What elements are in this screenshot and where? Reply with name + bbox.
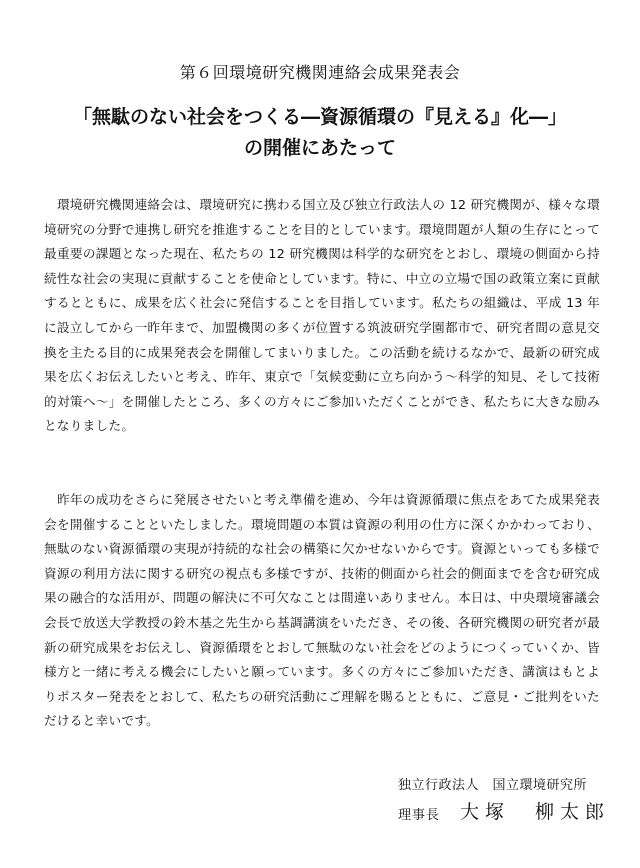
- signature-organization: 独立行政法人 国立環境研究所: [398, 778, 588, 793]
- event-title-line-2: の開催にあたって: [243, 137, 396, 159]
- indent: [44, 492, 57, 507]
- event-title-line-1: 「無駄のない社会をつくる―資源循環の『見える』化―」: [72, 106, 567, 128]
- indent: [44, 197, 57, 212]
- signature-name: 大塚 柳太郎: [460, 801, 611, 823]
- paragraph-2-text: 昨年の成功をさらに発展させたいと考え準備を進め、今年は資源循環に焦点をあてた成果発表会を開催することといたしました。環境問題の本質は資源の利用の仕方に深くかかわっており、無駄のない資源循環の実現が持続的な社会の構築に欠かせないからです。資源といっても多様で資源の利用方法に関する研究の視点も多様ですが、技術的側面から社会的側面までを含む研究成果の融合的な活用が、問題の解決に不可欠なことは間違いありません。本日は、中央環境審議会会長で放送大学教授の鈴木基之先生から基調講演をいただき、その後、各研究機関の研究者が最新の研究成果をお伝えし、資源循環をとおして無駄のない社会をどのようにつくっていくか、皆様方と一緒に考える機会にしたいと願っています。多くの方々にご参加いただき、講演はもとよりポスター発表をとおして、私たちの研究活動にご理解を賜るとともに、ご意見・ご批判をいただけると幸いです。: [44, 492, 600, 729]
- signature-role: 理事長: [398, 808, 441, 823]
- event-subtitle: 第６回環境研究機関連絡会成果発表会: [179, 63, 461, 82]
- body-paragraph-1: [44, 193, 600, 439]
- body-paragraph-2: [44, 488, 600, 734]
- paragraph-1-text: 環境研究機関連絡会は、環境研究に携わる国立及び独立行政法人の 12 研究機関が、様々な環境研究の分野で連携し研究を推進することを目的としています。環境問題が人類の生存にとって最重要の課題となった現在、私たちの 12 研究機関は科学的な研究をとおし、環境の側面から持続性な社会の実現に貢献することを使命としています。特に、中立の立場で国の政策立案に貢献するとともに、成果を広く社会に発信することを目指しています。私たちの組織は、平成 13 年に設立してから一昨年まで、加盟機関の多くが位置する筑波研究学園都市で、研究者間の意見交換を主たる目的に成果発表会を開催してまいりました。この活動を続けるなかで、最新の研究成果を広くお伝えしたいと考え、昨年、東京で「気候変動に立ち向かう～科学的知見、そして技術的対策へ～」を開催したところ、多くの方々にご参加いただくことができ、私たちに大きな励みとなりました。: [44, 197, 600, 434]
